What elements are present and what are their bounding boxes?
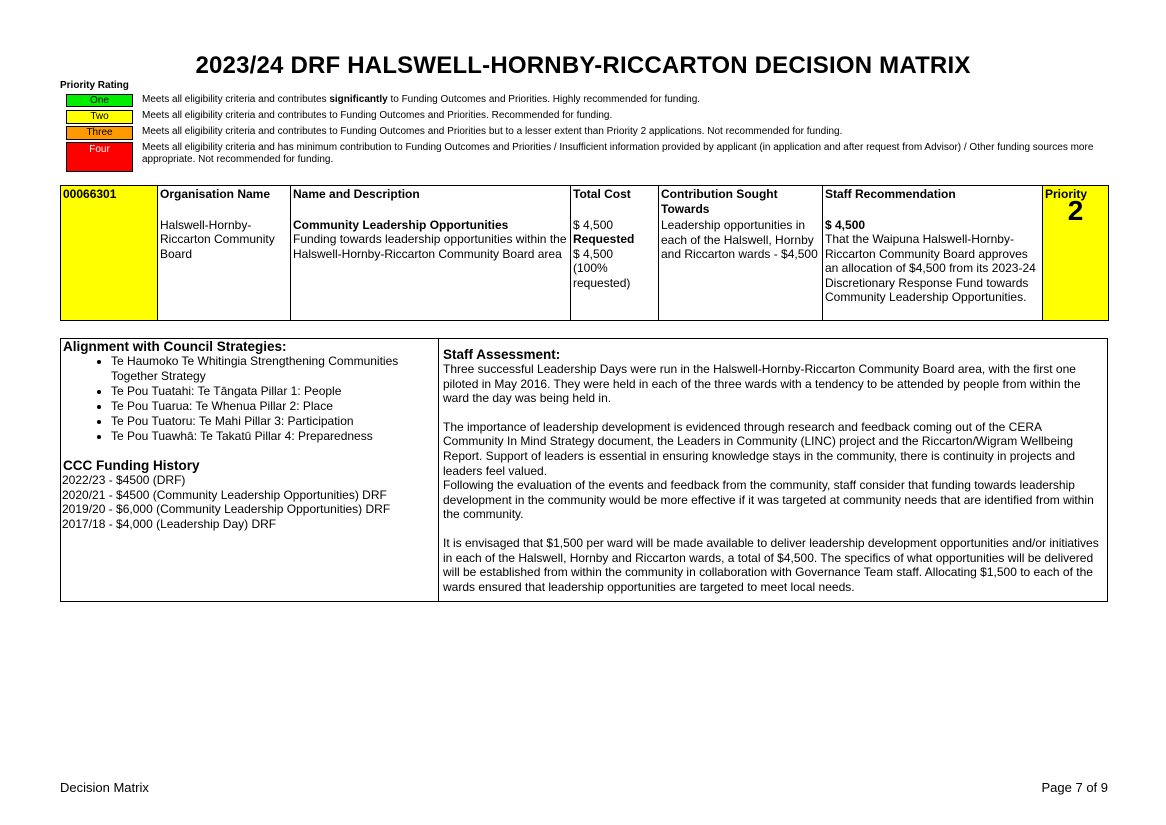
requested-label: Requested	[573, 232, 635, 246]
list-item: 2019/20 - $6,000 (Community Leadership Opportunities) DRF	[62, 502, 391, 516]
priority-rating-label: Priority Rating	[60, 80, 129, 91]
footer-document-name: Decision Matrix	[60, 780, 149, 795]
priority-legend-row	[66, 93, 1106, 109]
list-item: • Te Pou Tuatoru: Te Mahi Pillar 3: Participation	[111, 414, 438, 429]
list-item: • Te Pou Tuatahi: Te Tāngata Pillar 1: People	[111, 384, 438, 399]
total-cost-value: $ 4,500	[573, 217, 614, 232]
priority-desc-two: Meets all eligibility criteria and contributes to Funding Outcomes and Priorities. Recommended for funding.	[142, 110, 613, 121]
list-item: 2020/21 - $4500 (Community Leadership Opportunities) DRF	[62, 487, 387, 502]
priority-swatch-four: Four	[66, 142, 133, 172]
contribution-cell	[659, 186, 823, 321]
staff-recommendation-header: Staff Recommendation	[825, 187, 956, 201]
staff-recommendation-cell	[823, 186, 1043, 321]
priority-legend-row	[66, 109, 1106, 125]
application-id: 00066301	[63, 187, 117, 201]
name-description-header: Name and Description	[293, 187, 420, 201]
priority-header: Priority	[1045, 187, 1088, 201]
assessment-paragraph: The importance of leadership development is evidenced through research and feedback coming out of the CERA Community In Mind Strategy document, the Leaders in Community (LINC) project and the Riccarton/Wigram Wellbeing Report. Support of leaders is essential in ensuring knowledge stays in the community, there is continuity in projects and leaders feel valued.	[443, 419, 1076, 478]
requested-percent: (100% requested)	[573, 261, 631, 290]
list-item: • Te Pou Tuawhā: Te Takatū Pillar 4: Preparedness	[111, 429, 438, 444]
project-name: Community Leadership Opportunities	[293, 217, 509, 232]
funding-history-heading: CCC Funding History	[63, 458, 200, 473]
assessment-paragraph: Following the evaluation of the events and feedback from the community, staff consider that funding towards leadership development in the community would be more effective if it was targeted at community needs that are identified from within the community.	[443, 478, 1094, 522]
alignment-column	[61, 339, 439, 601]
organisation-header: Organisation Name	[160, 187, 271, 201]
assessment-paragraph: Three successful Leadership Days were run in the Halswell-Hornby-Riccarton Community Board area, with the first one piloted in May 2016. They were held in each of the three wards with a tendency to be attended by people from within the ward the day was being held in.	[443, 362, 1081, 406]
organisation-name: Halswell-Hornby-Riccarton Community Board	[160, 217, 275, 261]
priority-legend-row	[66, 125, 1106, 141]
page-title: 2023/24 DRF HALSWELL-HORNBY-RICCARTON DECISION MATRIX	[195, 52, 971, 79]
priority-legend-row	[66, 141, 1106, 171]
priority-swatch-three: Three	[66, 126, 133, 140]
list-item: • Te Pou Tuarua: Te Whenua Pillar 2: Place	[111, 399, 438, 414]
name-description-cell	[291, 186, 571, 321]
priority-cell	[1043, 186, 1109, 321]
project-description: Funding towards leadership opportunities within the Halswell-Hornby-Riccarton Community Board area	[293, 232, 567, 261]
application-id-cell	[61, 186, 158, 321]
staff-recommendation-amount: $ 4,500	[825, 217, 866, 232]
organisation-cell	[158, 186, 291, 321]
priority-swatch-two: Two	[66, 110, 133, 124]
alignment-heading: Alignment with Council Strategies:	[63, 339, 287, 354]
contribution-header: Contribution Sought Towards	[661, 187, 778, 216]
assessment-column	[440, 339, 1107, 601]
priority-desc-four: Meets all eligibility criteria and has minimum contribution to Funding Outcomes and Priorities / Insufficient information provided by applicant (in application and after request from Advisor) / Other funding sources more appropriate. Not recommended for funding.	[142, 142, 1094, 165]
priority-swatch-one: One	[66, 94, 133, 107]
priority-desc-three: Meets all eligibility criteria and contributes to Funding Outcomes and Priorities but to a lesser extent than Priority 2 applications. Not recommended for funding.	[142, 126, 843, 137]
staff-recommendation-text: That the Waipuna Halswell-Hornby-Riccarton Community Board approves an allocation of $4,500 from its 2023-24 Discretionary Response Fund towards Community Leadership Opportunities.	[825, 232, 1036, 304]
assessment-paragraph: It is envisaged that $1,500 per ward will be made available to deliver leadership development opportunities and/or initiatives in each of the Halswell, Hornby and Riccarton wards, a total of $4,500. The specifics of what opportunities will be delivered will be established from within the community in collaboration with Governance Team staff. Allocating $1,500 to each of the wards ensured that leadership opportunities are targeted to meet local needs.	[443, 535, 1099, 594]
table-row	[61, 186, 1109, 321]
priority-desc-one: Meets all eligibility criteria and contributes significantly to Funding Outcomes and Priorities. Highly recommended for funding.	[142, 94, 701, 105]
application-table	[60, 185, 1109, 321]
list-item: 2017/18 - $4,000 (Leadership Day) DRF	[62, 516, 277, 531]
list-item: • Te Haumoko Te Whitingia Strengthening Communities Together Strategy	[111, 354, 438, 384]
requested-amount: $ 4,500	[573, 246, 614, 261]
total-cost-cell	[571, 186, 659, 321]
assessment-heading: Staff Assessment:	[443, 347, 561, 362]
contribution-text: Leadership opportunities in each of the Halswell, Hornby and Riccarton wards - $4,500	[661, 218, 818, 261]
list-item: 2022/23 - $4500 (DRF)	[62, 473, 186, 487]
total-cost-header: Total Cost	[573, 187, 631, 201]
priority-legend	[66, 93, 1106, 171]
alignment-list	[61, 354, 438, 444]
footer-page-number: Page 7 of 9	[1041, 780, 1108, 795]
details-panel	[60, 338, 1108, 602]
funding-history-list	[61, 473, 438, 531]
priority-value: 2	[1067, 194, 1084, 226]
